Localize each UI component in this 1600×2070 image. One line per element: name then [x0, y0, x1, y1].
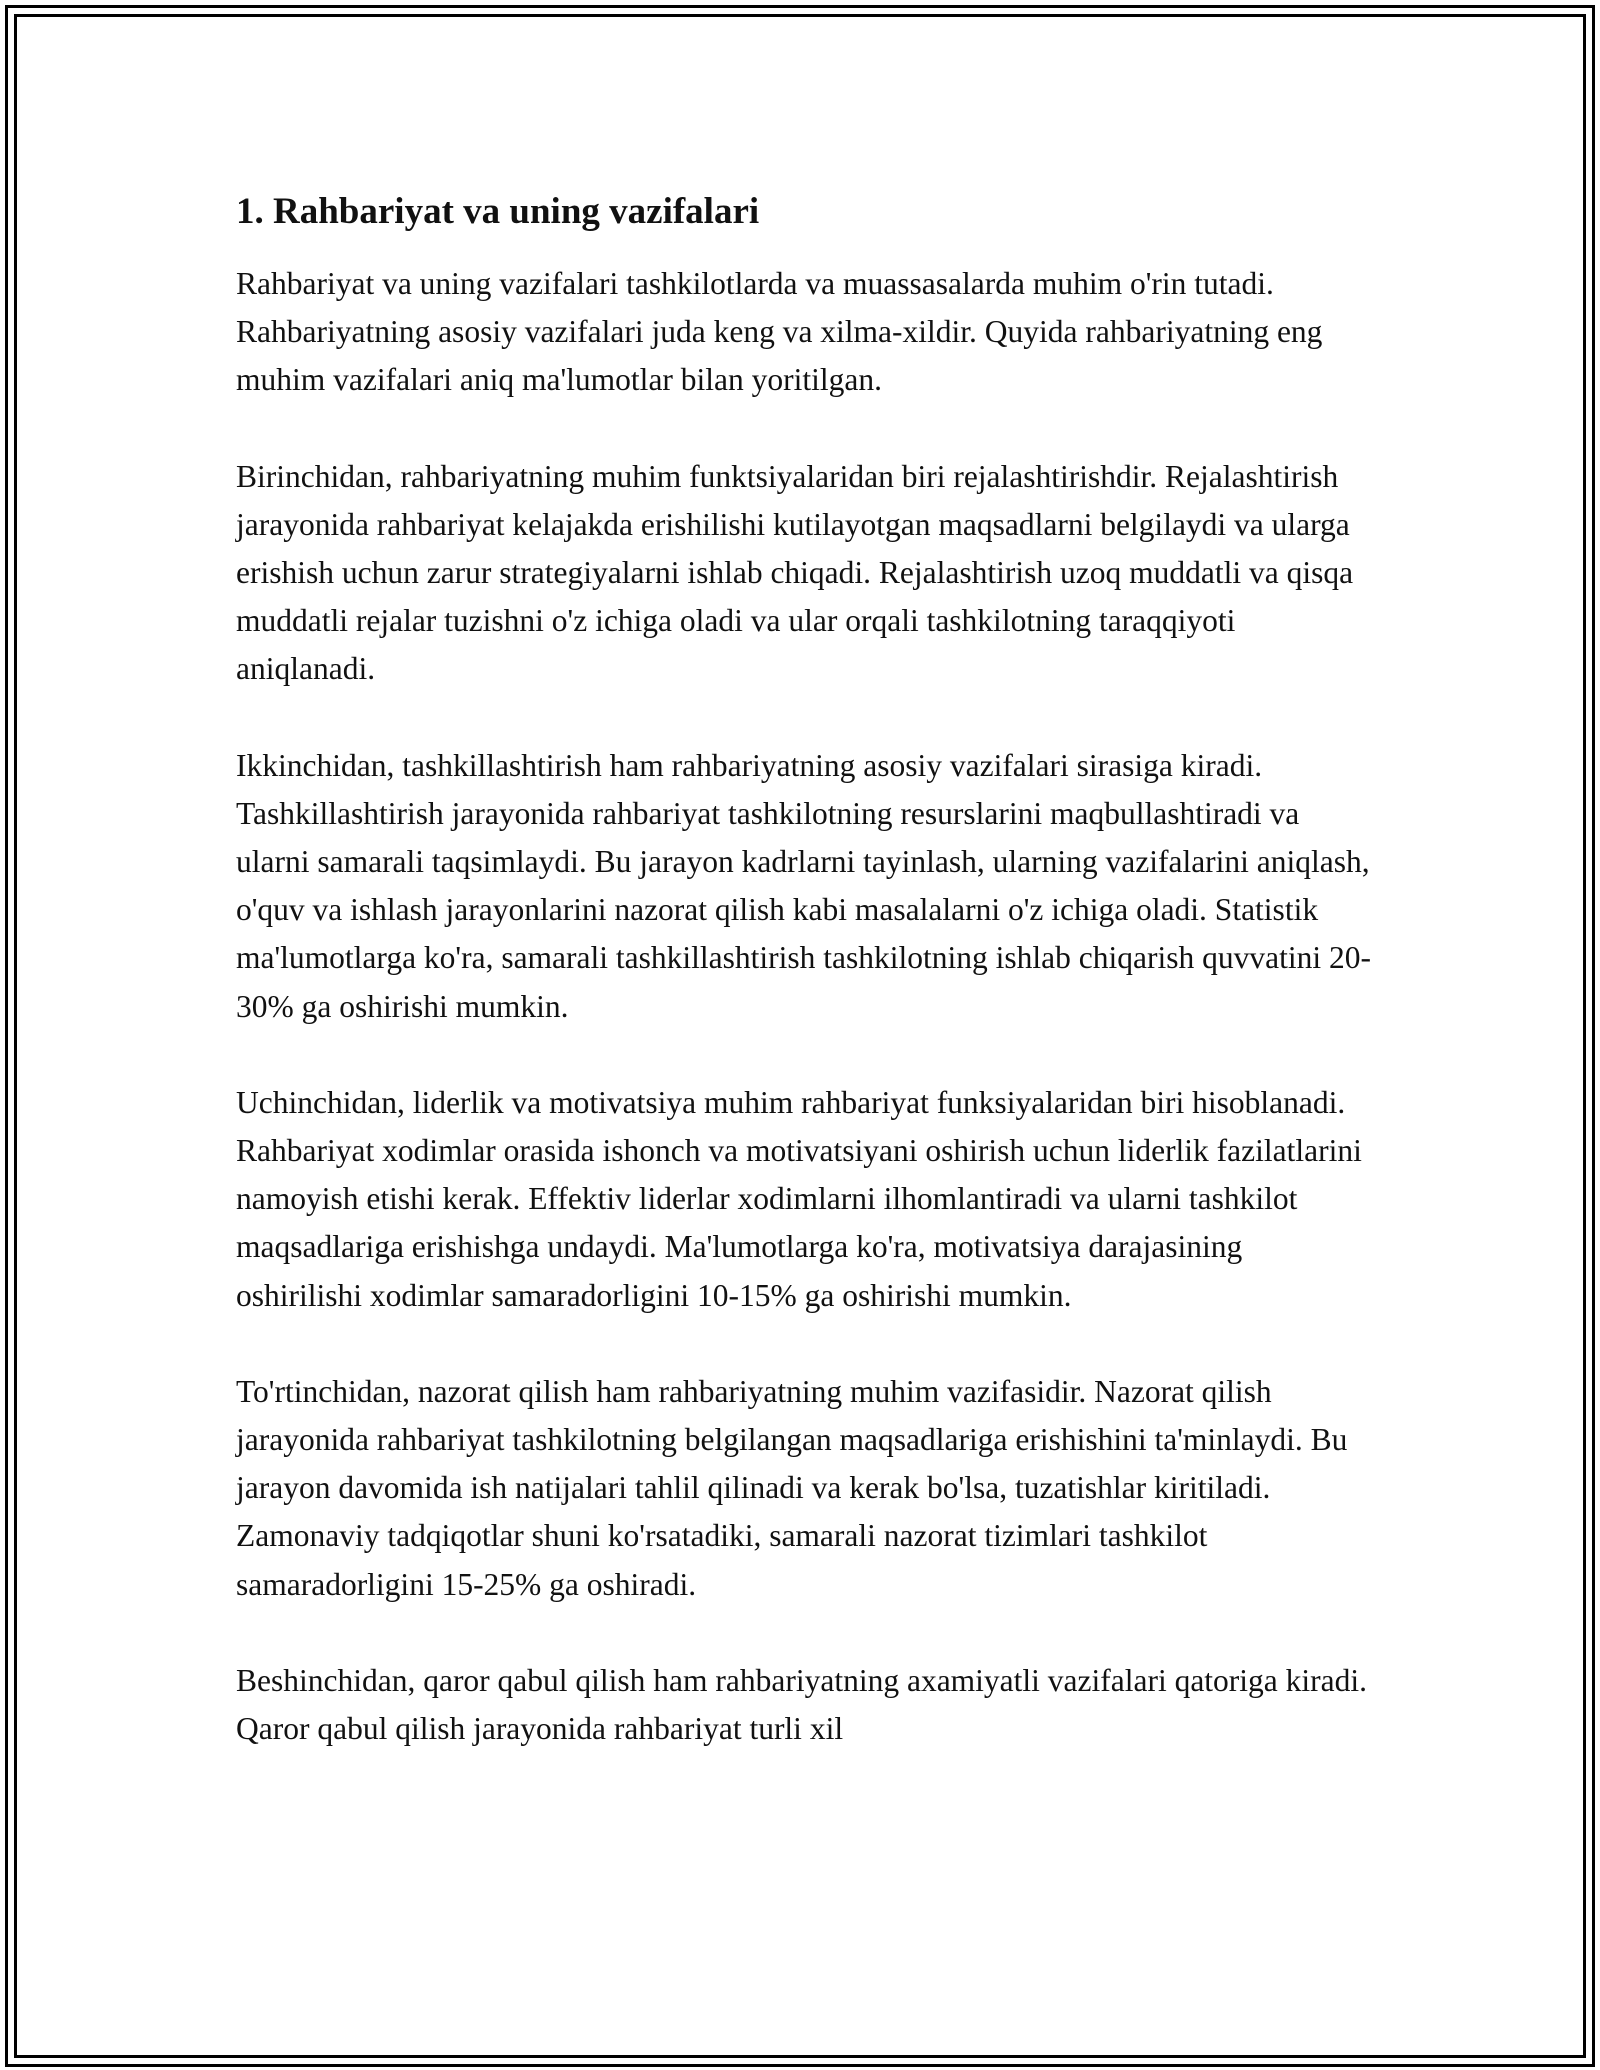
- paragraph-organizing: Ikkinchidan, tashkillashtirish ham rahbariyatning asosiy vazifalari sirasiga kiradi. Tashkillashtirish jarayonida rahbariyat tashkilotning resurslarini maqbullashtiradi va ularni samarali taqsimlaydi. Bu jarayon kadrlarni tayinlash, ularning vazifalarini aniqlash, o'quv va ishlash jarayonlarini nazorat qilish kabi masalalarni o'z ichiga oladi. Statistik ma'lumotlarga ko'ra, samarali tashkillashtirish tashkilotning ishlab chiqarish quvvatini 20-30% ga oshirishi mumkin.: [236, 747, 1371, 1024]
- paragraph-control: To'rtinchidan, nazorat qilish ham rahbariyatning muhim vazifasidir. Nazorat qilish jarayonida rahbariyat tashkilotning belgilangan maqsadlariga erishishini ta'minlaydi. Bu jarayon davomida ish natijalari tahlil qilinadi va kerak bo'lsa, tuzatishlar kiritiladi. Zamonaviy tadqiqotlar shuni ko'rsatadiki, samarali nazorat tizimlari tashkilot samaradorligini 15-25% ga oshiradi.: [236, 1373, 1348, 1602]
- paragraph-decision-making: Beshinchidan, qaror qabul qilish ham rahbariyatning axamiyatli vazifalari qatoriga kiradi. Qaror qabul qilish jarayonida rahbariyat turli xil: [236, 1662, 1368, 1747]
- paragraph-planning: Birinchidan, rahbariyatning muhim funktsiyalaridan biri rejalashtirishdir. Rejalashtirish jarayonida rahbariyat kelajakda erishilishi kutilayotgan maqsadlarni belgilaydi va ularga erishish uchun zarur strategiyalarni ishlab chiqadi. Rejalashtirish uzoq muddatli va qisqa muddatli rejalar tuzishni o'z ichiga oladi va ular orqali tashkilotning taraqqiyoti aniqlanadi.: [236, 458, 1354, 687]
- paragraph-intro: Rahbariyat va uning vazifalari tashkilotlarda va muassasalarda muhim o'rin tutadi. Rahbariyatning asosiy vazifalari juda keng va xilma-xildir. Quyida rahbariyatning eng muhim vazifalari aniq ma'lumotlar bilan yoritilgan.: [236, 266, 1323, 398]
- paragraph-leadership: Uchinchidan, liderlik va motivatsiya muhim rahbariyat funksiyalaridan biri hisoblanadi. Rahbariyat xodimlar orasida ishonch va motivatsiyani oshirish uchun liderlik fazilatlarini namoyish etishi kerak. Effektiv liderlar xodimlarni ilhomlantiradi va ularni tashkilot maqsadlariga erishishga undaydi. Ma'lumotlarga ko'ra, motivatsiya darajasining oshirilishi xodimlar samaradorligini 10-15% ga oshirishi mumkin.: [236, 1084, 1362, 1313]
- section-heading: 1. Rahbariyat va uning vazifalari: [236, 191, 760, 232]
- document-body: [236, 188, 1372, 1801]
